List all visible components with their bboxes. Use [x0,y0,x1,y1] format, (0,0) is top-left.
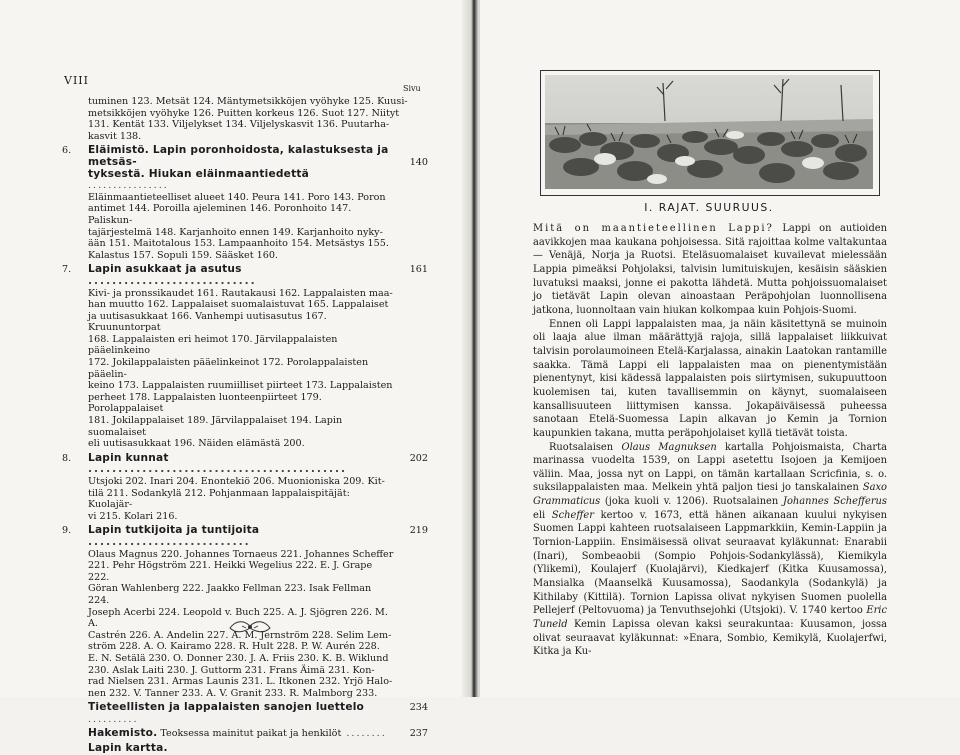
toc-line: tajärjestelmä 148. Karjanhoito ennen 149. Karjanhoito nyky- [88,226,383,238]
toc-page-number: 234 [409,702,428,714]
toc-entry-body [62,264,432,450]
ornament-icon [226,616,274,636]
toc-entry [62,525,432,699]
toc-entry-title: tyksestä. Hiukan eläinmaantiedettä [88,167,309,180]
toc-entry [62,145,432,261]
toc-page-number: 219 [409,525,428,537]
text-run: kartalla Pohjoismaista, Charta marinassa vuodelta 1539, on Lappi asetettu Isojoen ja Kemijoen väliin. Maa, jossa nyt on Lappi, on tämän kartallaan Scricfinia, s. o. suksilappalaisten maa. Melkein yhtä paljon tiesi jo tanskalainen [533,441,888,494]
toc-entry-title: Hakemisto. [88,727,158,740]
italic-name: Saxo Grammaticus [533,482,887,508]
text-run: (joka kuoli v. 1206). Ruotsalainen [600,496,783,508]
toc-entry-title: Tieteellisten ja lappalaisten sanojen luettelo [88,701,365,714]
toc-entry-title: Lapin tutkijoita ja tuntijoita ........................... [88,524,260,548]
toc-line: 131. Kentät 133. Viljelykset 134. Viljelyskasvit 136. Puutarha- [88,119,390,131]
italic-name: Johannes Schefferus [782,496,887,508]
text-run: Lappi on autioiden aavikkojen maa kaukana pohjoisessa. Sitä rajoittaa kolme valtakuntaa — Venäjä, Norja ja Ruotsi. Eteläsuomalaiset kuvailevat mielessään Lappia pimeäksi Pohjolaksi, talvisin lumituiskujen, kesäisin sääskien luvatuksi maaksi, jonne ei pakotta lähdetä. Mutta pohjoissuomalaiset jo tietävät Lapin olevan ainoastaan Peräpohjolan luonnollisena jatkona, luonnoltaan vain hiukan kolkompaa kuin Pohjois-Suomi. [533,223,887,316]
toc-entry-line [88,728,394,740]
toc-entry-title: Lapin asukkaat ja asutus ............................ [88,263,257,287]
table-of-contents [62,96,432,755]
toc-entry-subtitle: Teoksessa mainitut paikat ja henkilöt [157,728,342,740]
toc-page-number: 161 [409,264,428,276]
reindeer-herd-photo [545,75,873,189]
italic-name: Scheffer [551,509,594,521]
toc-entry-title-cont [88,169,394,192]
toc-line: Eläinmaantieteelliset alueet 140. Peura 141. Poro 143. Poron [88,191,386,203]
toc-entry-title: Eläimistö. Lapin poronhoidosta, kalastuksesta ja metsäs- [88,144,389,168]
toc-line: Castrén 226. A. Andelin 227. A. M. Jernström 228. Selim Lem- [88,629,392,641]
reindeer-photo-frame [540,70,880,196]
toc-line: eli uutisasukkaat 196. Näiden elämästä 200. [88,438,305,450]
toc-entry-body [62,702,432,725]
toc-entry [62,453,432,523]
toc-line: ström 228. A. O. Kairamo 228. R. Hult 228. P. W. Aurén 228. [88,641,380,653]
toc-line: 168. Lappalaisten eri heimot 170. Järvilappalaisten pääelinkeino [88,333,338,357]
toc-line: vi 215. Kolari 216. [88,510,178,522]
text-run: kertoo v. 1673, että hänen aikanaan kuului nykyisen Suomen Lappi kahteen ruotsalaiseen Lappmarkkiin, Kemin-Lappiin ja Tornion-Lappiin. Ensimäisessä olivat seuraavat kyläkunnat: Enarabii (Inari), Sombeaobii (Sompio Pohjois-Sodankylässä), Kiemikyla (Ylikemi), Koulajerf (Kuolajärvi), Kiedkajerf (Kitka Kuusamossa), Mansialka (Maanselkä Kuusamossa), Saodankyla (Sodankylä) ja Kithilaby (Kittilä). Tornion Lapissa olivat nykyisen Suomen puolella Pellejerf (Peltovuoma) ja Tenvuthsejohki (Utsjoki). V. 1740 kertoo [533,509,887,617]
toc-entry [62,702,432,725]
right-page [480,0,960,697]
toc-intro [62,96,432,142]
text-run: Ruotsalaisen [549,441,622,453]
toc-line: Göran Wahlenberg 222. Jaakko Fellman 223. Isak Fellman 224. [88,583,372,606]
toc-entry-number: 7. [62,264,72,276]
italic-name: Eric Tuneld [533,605,887,631]
chapter-title: I. RAJAT. SUURUUS. [644,201,774,214]
toc-line: perheet 178. Lappalaisten luonteenpiirteet 179. Porolappalaiset [88,391,322,415]
italic-name: Olaus Magnuksen [621,441,717,453]
toc-entry-number: 9. [62,525,72,537]
toc-line: antimet 144. Poroilla ajeleminen 146. Poronhoito 147. Paliskun- [88,203,352,226]
toc-entry-body [62,743,432,755]
toc-line: Olaus Magnus 220. Johannes Tornaeus 221. Johannes Scheffer [88,548,394,560]
toc-page-number: 202 [409,452,428,464]
text-run: eli [533,509,552,521]
toc-line: Kivi- ja pronssikaudet 161. Rautakausi 162. Lappalaisten maa- [88,287,393,299]
toc-entry [62,264,432,450]
text-run: Kemin Lapissa olevan kaksi seurakuntaa: Kuusamon, jossa olivat seuraavat kyläkunnat: »Enara, Sombio, Kemikylä, Kuolajerfwi, Kitka ja Ku- [533,619,887,658]
toc-entry-number: 6. [62,145,72,157]
toc-line: rad Nielsen 231. Armas Launis 231. L. Itkonen 232. Yrjö Halo- [88,676,393,688]
toc-entry-line [88,702,394,725]
toc-entry-body [62,525,432,699]
toc-dots: ........................... [88,535,251,548]
toc-line: 181. Jokilappalaiset 189. Järvilappalaiset 194. Lapin suomalaiset [88,415,343,438]
toc-line: kasvit 138. [88,130,142,142]
toc-line: nen 232. V. Tanner 233. A. V. Granit 233. R. Malmborg 233. [88,687,378,699]
toc-line: Kalastus 157. Sopuli 159. Sääsket 160. [88,249,278,261]
toc-entry-body [62,728,432,740]
toc-entry-body [62,453,432,523]
toc-entry-title: Lapin kunnat ........................................... [88,451,348,476]
toc-entry-line [88,743,394,755]
toc-line: han muutto 162. Lappalaiset suomalaistuvat 165. Lappalaiset [88,299,389,311]
toc-line: Utsjoki 202. Inari 204. Enontekiö 206. Muonioniska 209. Kit- [88,476,385,487]
toc-dots: ........................................... [88,463,348,476]
spaced-lead-text: Mitä on maantieteellinen Lappi? [533,223,774,234]
toc-entry-title: Lapin kartta. [88,742,168,755]
toc-dots: ........ [341,728,387,740]
toc-page-number: 237 [409,728,428,740]
toc-line: tuminen 123. Metsät 124. Mäntymetsikköjen vyöhyke 125. Kuusi- [88,96,408,107]
body-text [533,222,887,659]
page-column-label: Sivu [403,84,421,93]
paragraph [533,441,887,660]
toc-entry-number: 8. [62,452,72,464]
paragraph [533,318,887,441]
toc-page-number: 140 [409,156,428,168]
left-page [0,0,470,755]
toc-line: 221. Pehr Högström 221. Heikki Wegelius 222. E. J. Grape 222. [88,560,373,583]
toc-line: E. N. Setälä 230. O. Donner 230. J. A. Friis 230. K. B. Wiklund [88,652,389,664]
toc-line: Joseph Acerbi 224. Leopold v. Buch 225. A. J. Sjögren 226. M. A. [88,606,388,630]
toc-line: 230. Aslak Laiti 230. J. Guttorm 231. Frans Äimä 231. Kon- [88,664,375,676]
toc-line: keino 173. Lappalaisten ruumiilliset piirteet 173. Lappalaisten [88,380,393,392]
page-number: VIII [64,74,89,87]
toc-dots: ................ [88,180,169,192]
toc-line: ään 151. Maitotalous 153. Lampaanhoito 154. Metsästys 155. [88,238,389,250]
toc-line: ja uutisasukkaat 166. Vanhempi uutisasutus 167. Kruununtorpat [88,310,327,334]
text-run: Ennen oli Lappi lappalaisten maa, ja näin käsitettynä se muinoin oli laaja alue ilman määrättyjä rajoja, sillä lappalaiset liikkuivat talvisin porolaumoineen Etelä-Karjalassa, ainakin Laatokan rantamille saakka. Tämä Lappi eli lappalaisten maa on pienentymistään pienentynyt, kisi kädessä lappalaisten pois siirtymisen, sukupuuttoon kuolemisen tai, kuten tavallisemmin on käynyt, suomalaiseen kansallisuuteen liittymisen kanssa. Jokapäiväisessä puheessa sanotaan Etelä-Suomessa Lapin alkavan jo Kemin ja Tornion kaupunkien takana, mutta peräpohjolaiset kyllä tietävät toista. [533,318,887,439]
toc-dots: .......... [88,713,139,725]
toc-line: metsikköjen vyöhyke 126. Puitten korkeus 126. Suot 127. Niityt [88,107,400,119]
paragraph [533,222,887,318]
toc-entry [62,728,432,740]
toc-dots: ............................ [88,274,257,287]
toc-line: tilä 211. Sodankylä 212. Pohjanmaan lappalaispitäjät: Kuolajär- [88,487,350,511]
toc-line: 172. Jokilappalaisten pääelinkeinot 172. Porolappalaisten pääelin- [88,357,369,380]
toc-entry [62,743,432,755]
toc-entry-body [62,145,432,261]
